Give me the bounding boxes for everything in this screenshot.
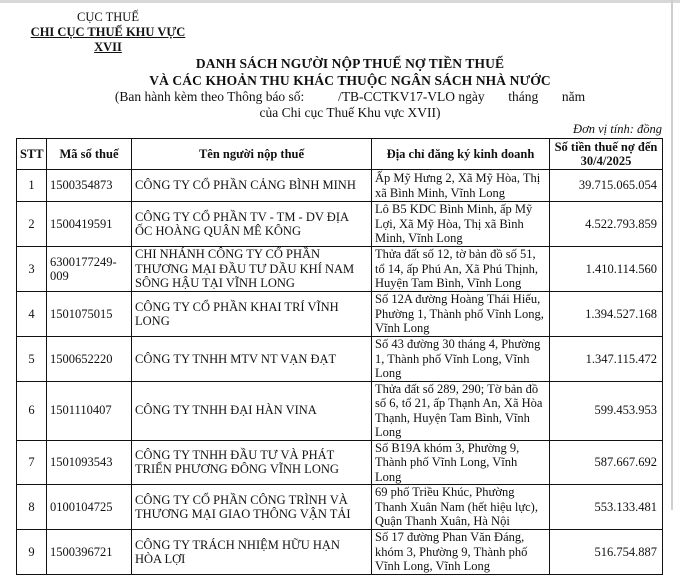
tax-debt-table <box>16 138 663 575</box>
table-row <box>17 337 663 382</box>
page-right-edge <box>671 0 673 510</box>
cell-stt: 7 <box>17 440 47 485</box>
table-row <box>17 247 663 292</box>
cell-address: Thửa đất số 289, 290; Tờ bản đồ số 6, tổ 21, ấp Thạnh An, Xã Hòa Thạnh, Huyện Tam Bình, Vĩnh Long <box>372 381 550 440</box>
agency-name: CỤC THUẾ <box>77 10 139 24</box>
cell-amount: 1.347.115.472 <box>550 337 663 382</box>
cell-address: Số B19A khóm 3, Phường 9, Thành phố Vĩnh Long, Vĩnh Long <box>372 440 550 485</box>
cell-stt: 3 <box>17 247 47 292</box>
cell-address: Thửa đất số 12, tờ bản đồ số 51, tổ 14, ấp Phú An, Xã Phú Thịnh, Huyện Tam Bình, Vĩnh Long <box>372 247 550 292</box>
agency-header <box>18 10 198 55</box>
sub-agency-name <box>18 25 198 55</box>
document-title <box>60 55 640 121</box>
cell-stt: 8 <box>17 485 47 530</box>
header-tax-code: Mã số thuế <box>47 139 132 170</box>
page-top-edge <box>0 0 680 3</box>
cell-stt: 9 <box>17 530 47 575</box>
cell-stt: 5 <box>17 337 47 382</box>
cell-address: Lô B5 KDC Bình Minh, ấp Mỹ Lợi, Xã Mỹ Hòa, Thị xã Bình Minh, Vĩnh Long <box>372 202 550 247</box>
cell-tax-code: 1501075015 <box>47 292 132 337</box>
cell-amount: 4.522.793.859 <box>550 202 663 247</box>
header-address: Địa chỉ đăng ký kinh doanh <box>372 139 550 170</box>
table-row <box>17 530 663 575</box>
cell-address: Số 12A đường Hoàng Thái Hiếu, Phường 1, Thành phố Vĩnh Long, Vĩnh Long <box>372 292 550 337</box>
cell-stt: 2 <box>17 202 47 247</box>
unit-note: Đơn vị tính: đồng <box>573 122 662 136</box>
table-row <box>17 202 663 247</box>
title-line-1: DANH SÁCH NGƯỜI NỘP THUẾ NỢ TIỀN THUẾ <box>195 56 505 71</box>
header-amount: Số tiền thuế nợ đến 30/4/2025 <box>550 139 663 170</box>
cell-name: CÔNG TY CỔ PHẦN CÔNG TRÌNH VÀ THƯƠNG MẠI GIAO THÔNG VẬN TẢI <box>132 485 372 530</box>
cell-name: CÔNG TY TNHH ĐẠI HÀN VINA <box>132 381 372 440</box>
sub-agency-label: CHI CỤC THUẾ KHU VỰC XVII <box>30 25 186 54</box>
table-header-row <box>17 139 663 170</box>
header-stt: STT <box>17 139 47 170</box>
cell-amount: 553.133.481 <box>550 485 663 530</box>
cell-amount: 1.410.114.560 <box>550 247 663 292</box>
cell-tax-code: 1500354873 <box>47 170 132 202</box>
title-line-2: VÀ CÁC KHOẢN THU KHÁC THUỘC NGÂN SÁCH NHÀ NƯỚC <box>149 73 551 88</box>
cell-address: 69 phố Triều Khúc, Phường Thanh Xuân Nam (hết hiệu lực), Quận Thanh Xuân, Hà Nội <box>372 485 550 530</box>
cell-name: CÔNG TY CỔ PHẦN TV - TM - DV ĐỊA ỐC HOÀNG QUÂN MÊ KÔNG <box>132 202 372 247</box>
cell-tax-code: 0100104725 <box>47 485 132 530</box>
cell-tax-code: 6300177249-009 <box>47 247 132 292</box>
table-row <box>17 292 663 337</box>
cell-tax-code: 1500396721 <box>47 530 132 575</box>
cell-address: Số 17 đường Phan Văn Đáng, khóm 3, Phường 9, Thành phố Vĩnh Long, Vĩnh Long <box>372 530 550 575</box>
cell-stt: 6 <box>17 381 47 440</box>
cell-name: CÔNG TY CỔ PHẦN CẢNG BÌNH MINH <box>132 170 372 202</box>
cell-name: CHI NHÁNH CÔNG TY CỔ PHẦN THƯƠNG MẠI ĐẦU TƯ DẦU KHÍ NAM SÔNG HẬU TẠI VĨNH LONG <box>132 247 372 292</box>
cell-address: Số 43 đường 30 tháng 4, Phường 1, Thành phố Vĩnh Long, Vĩnh Long <box>372 337 550 382</box>
header-name: Tên người nộp thuế <box>132 139 372 170</box>
cell-amount: 587.667.692 <box>550 440 663 485</box>
table-row <box>17 381 663 440</box>
cell-name: CÔNG TY TNHH ĐẦU TƯ VÀ PHÁT TRIỂN PHƯƠNG ĐÔNG VĨNH LONG <box>132 440 372 485</box>
title-line-4: của Chi cục Thuế Khu vực XVII) <box>259 105 441 120</box>
cell-tax-code: 1500419591 <box>47 202 132 247</box>
cell-amount: 599.453.953 <box>550 381 663 440</box>
cell-amount: 1.394.527.168 <box>550 292 663 337</box>
cell-tax-code: 1501110407 <box>47 381 132 440</box>
cell-address: Ấp Mỹ Hưng 2, Xã Mỹ Hòa, Thị xã Bình Minh, Vĩnh Long <box>372 170 550 202</box>
title-line-3: (Ban hành kèm theo Thông báo số: /TB-CCTKV17-VLO ngày tháng năm <box>114 89 586 104</box>
cell-tax-code: 1501093543 <box>47 440 132 485</box>
cell-name: CÔNG TY CỔ PHẦN KHAI TRÍ VĨNH LONG <box>132 292 372 337</box>
table-row <box>17 170 663 202</box>
cell-stt: 1 <box>17 170 47 202</box>
cell-tax-code: 1500652220 <box>47 337 132 382</box>
cell-stt: 4 <box>17 292 47 337</box>
cell-name: CÔNG TY TRÁCH NHIỆM HỮU HẠN HÒA LỢI <box>132 530 372 575</box>
cell-amount: 39.715.065.054 <box>550 170 663 202</box>
cell-name: CÔNG TY TNHH MTV NT VẠN ĐẠT <box>132 337 372 382</box>
table-row <box>17 485 663 530</box>
table-row <box>17 440 663 485</box>
cell-amount: 516.754.887 <box>550 530 663 575</box>
